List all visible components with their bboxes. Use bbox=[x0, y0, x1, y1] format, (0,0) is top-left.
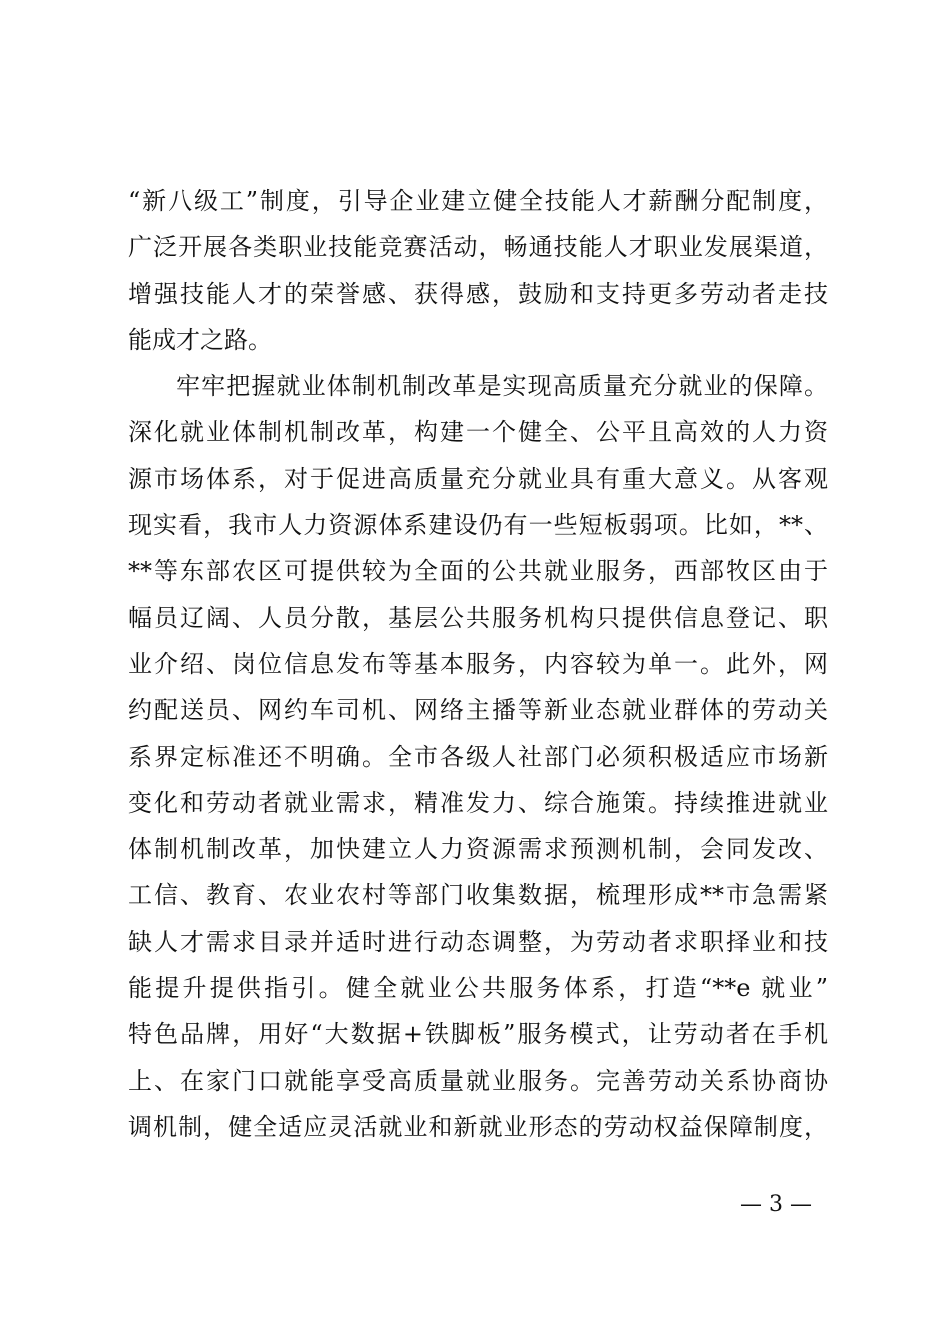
text-line: 牢牢把握就业体制机制改革是实现高质量充分就业的保障。 bbox=[176, 372, 828, 401]
text-line: 幅员辽阔、人员分散，基层公共服务机构只提供信息登记、职 bbox=[128, 603, 828, 632]
text-line: 工信、教育、农业农村等部门收集数据，梳理形成**市急需紧 bbox=[128, 881, 828, 910]
text-line: “新八级工”制度，引导企业建立健全技能人才薪酬分配制度， bbox=[128, 187, 828, 215]
paragraph-skilled-talent bbox=[128, 178, 828, 363]
text-line: 能提升提供指引。健全就业公共服务体系，打造“**e 就业” bbox=[128, 974, 828, 1003]
text-line: 广泛开展各类职业技能竞赛活动，畅通技能人才职业发展渠道， bbox=[128, 233, 828, 262]
text-line: 调机制，健全适应灵活就业和新就业形态的劳动权益保障制度， bbox=[128, 1112, 828, 1141]
paragraph-employment-reform bbox=[128, 363, 828, 1150]
text-line: 约配送员、网约车司机、网络主播等新业态就业群体的劳动关 bbox=[128, 696, 828, 725]
text-line: 现实看，我市人力资源体系建设仍有一些短板弱项。比如，**、 bbox=[128, 511, 828, 540]
text-line: 能成才之路。 bbox=[128, 325, 272, 354]
page-number: — 3 — bbox=[740, 1192, 812, 1217]
text-line: 特色品牌，用好“大数据+铁脚板”服务模式，让劳动者在手机 bbox=[128, 1020, 828, 1049]
text-line: 体制机制改革，加快建立人力资源需求预测机制，会同发改、 bbox=[128, 835, 828, 864]
text-line: 深化就业体制机制改革，构建一个健全、公平且高效的人力资 bbox=[128, 418, 828, 447]
body-text bbox=[128, 178, 828, 1150]
text-line: 缺人才需求目录并适时进行动态调整，为劳动者求职择业和技 bbox=[128, 927, 828, 956]
text-line: 增强技能人才的荣誉感、获得感，鼓励和支持更多劳动者走技 bbox=[128, 279, 828, 308]
text-line: **等东部农区可提供较为全面的公共就业服务，西部牧区由于 bbox=[128, 557, 828, 586]
text-line: 变化和劳动者就业需求，精准发力、综合施策。持续推进就业 bbox=[128, 788, 828, 817]
text-line: 源市场体系，对于促进高质量充分就业具有重大意义。从客观 bbox=[128, 464, 828, 493]
text-line: 上、在家门口就能享受高质量就业服务。完善劳动关系协商协 bbox=[128, 1066, 828, 1095]
text-line: 系界定标准还不明确。全市各级人社部门必须积极适应市场新 bbox=[128, 742, 828, 771]
text-line: 业介绍、岗位信息发布等基本服务，内容较为单一。此外，网 bbox=[128, 649, 828, 678]
